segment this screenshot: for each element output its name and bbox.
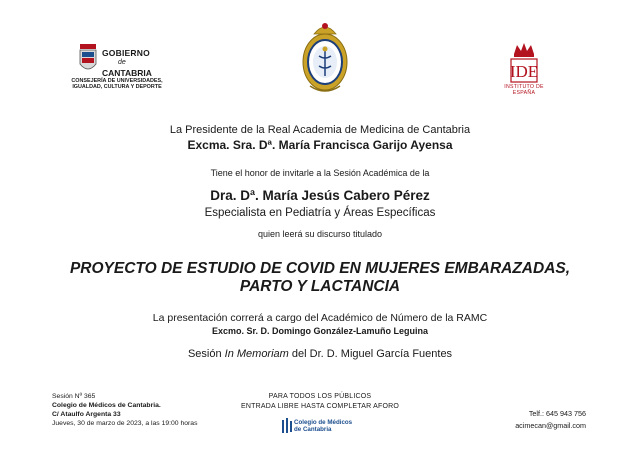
presentation-name: Excmo. Sr. D. Domingo González-Lamuño Leguina [211,326,429,336]
memoriam-line [0,348,640,360]
academy-seal-icon [300,20,350,98]
presentation-line: La presentación correrá a cargo del Académico de Número de la RAMC [152,312,488,324]
public-line2: ENTRADA LIBRE HASTA COMPLETAR AFORO [240,402,400,410]
colegio-text [294,419,352,433]
speaker-specialty: Especialista en Pediatría y Áreas Específicas [204,207,436,219]
session-number: Sesión Nº 365 [52,393,96,400]
colegio-line1: Colegio de Médicos [294,419,353,426]
invite-line: Tiene el honor de invitarle a la Sesión Académica de la [210,168,430,178]
address: C/ Ataulfo Argenta 33 [52,411,121,418]
de-text: de [118,59,126,66]
talk-title-line1: PROYECTO DE ESTUDIO DE COVID EN MUJERES EMBARAZADAS, [69,260,571,277]
gobierno-cantabria-logo [58,44,176,92]
academy-seal [300,20,350,98]
phone: Telf.: 645 943 756 [528,409,586,418]
talk-title-line2: PARTO Y LACTANCIA [239,278,401,295]
public-line1: PARA TODOS LOS PÚBLICOS [268,393,372,400]
presenter-name: Excma. Sra. Dª. María Francisca Garijo Ayensa [187,138,453,152]
email[interactable]: acimecan@gmail.com [515,421,586,430]
instituto-text: INSTITUTO DE ESPAÑA [504,84,544,96]
colegio-medicos-logo [282,418,362,436]
colegio-bars-icon [282,418,292,434]
crown-icon [502,40,546,84]
memoriam-suffix: del Dr. D. Miguel García Fuentes [288,348,453,360]
speech-line: quien leerá su discurso titulado [257,229,383,239]
colegio-line2: de Cantabria [294,426,332,433]
instituto-espana-logo [502,40,546,100]
consejeria-text: CONSEJERÍA DE UNIVERSIDADES, IGUALDAD, CULTURA Y DEPORTE [71,78,163,90]
memoriam-prefix: Sesión [187,348,225,360]
talk-title [0,260,640,296]
memoriam-italic: In Memoriam [224,348,289,360]
cantabria-text: CANTABRIA [102,68,152,78]
speaker-name: Dra. Dª. María Jesús Cabero Pérez [210,188,430,203]
venue: Colegio de Médicos de Cantabria. [52,402,161,409]
cantabria-shield-icon [78,44,98,74]
session-datetime: Jueves, 30 de marzo de 2023, a las 19:00 horas [52,420,198,427]
gobierno-text: GOBIERNO [102,48,150,58]
presenter-line: La Presidente de la Real Academia de Medicina de Cantabria [169,124,471,136]
ide-mark: IDE [509,62,539,81]
contact-info [470,408,586,432]
